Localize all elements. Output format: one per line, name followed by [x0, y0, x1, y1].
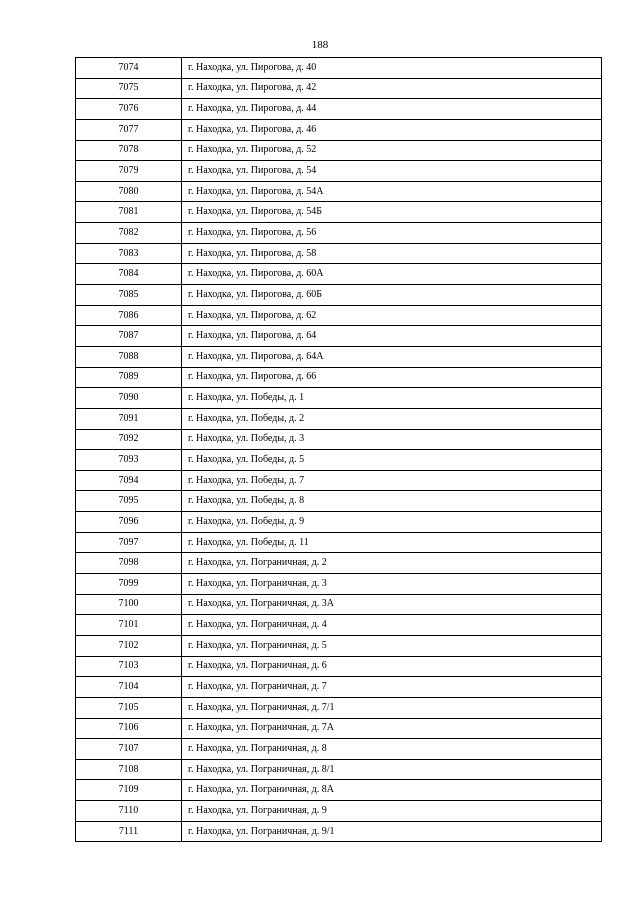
table-row [76, 346, 602, 367]
table-row [76, 491, 602, 512]
row-number-cell: 7077 [76, 119, 182, 140]
address-cell: г. Находка, ул. Пирогова, д. 62 [182, 305, 602, 326]
address-cell: г. Находка, ул. Пирогова, д. 64А [182, 346, 602, 367]
row-number-cell: 7093 [76, 450, 182, 471]
address-cell: г. Находка, ул. Пограничная, д. 7/1 [182, 697, 602, 718]
row-number-cell: 7097 [76, 532, 182, 553]
address-cell: г. Находка, ул. Пограничная, д. 8А [182, 780, 602, 801]
row-number-cell: 7088 [76, 346, 182, 367]
row-number-cell: 7101 [76, 615, 182, 636]
table-row [76, 181, 602, 202]
table-row [76, 697, 602, 718]
row-number-cell: 7094 [76, 470, 182, 491]
address-cell: г. Находка, ул. Пограничная, д. 3А [182, 594, 602, 615]
row-number-cell: 7083 [76, 243, 182, 264]
table-row [76, 718, 602, 739]
address-cell: г. Находка, ул. Пограничная, д. 9 [182, 801, 602, 822]
row-number-cell: 7110 [76, 801, 182, 822]
table-row [76, 119, 602, 140]
row-number-cell: 7091 [76, 408, 182, 429]
row-number-cell: 7103 [76, 656, 182, 677]
address-cell: г. Находка, ул. Пограничная, д. 5 [182, 635, 602, 656]
address-cell: г. Находка, ул. Пирогова, д. 64 [182, 326, 602, 347]
table-row [76, 367, 602, 388]
address-cell: г. Находка, ул. Пирогова, д. 60А [182, 264, 602, 285]
row-number-cell: 7074 [76, 58, 182, 79]
table-row [76, 574, 602, 595]
row-number-cell: 7076 [76, 99, 182, 120]
address-cell: г. Находка, ул. Победы, д. 5 [182, 450, 602, 471]
table-row [76, 594, 602, 615]
row-number-cell: 7107 [76, 739, 182, 760]
table-row [76, 58, 602, 79]
row-number-cell: 7106 [76, 718, 182, 739]
row-number-cell: 7102 [76, 635, 182, 656]
address-table-body [76, 58, 602, 842]
table-row [76, 450, 602, 471]
row-number-cell: 7075 [76, 78, 182, 99]
address-cell: г. Находка, ул. Победы, д. 9 [182, 512, 602, 533]
row-number-cell: 7104 [76, 677, 182, 698]
table-row [76, 305, 602, 326]
address-cell: г. Находка, ул. Пограничная, д. 2 [182, 553, 602, 574]
row-number-cell: 7080 [76, 181, 182, 202]
table-row [76, 470, 602, 491]
address-cell: г. Находка, ул. Пирогова, д. 46 [182, 119, 602, 140]
address-cell: г. Находка, ул. Пирогова, д. 52 [182, 140, 602, 161]
row-number-cell: 7099 [76, 574, 182, 595]
table-row [76, 739, 602, 760]
row-number-cell: 7092 [76, 429, 182, 450]
address-cell: г. Находка, ул. Пограничная, д. 7 [182, 677, 602, 698]
table-row [76, 285, 602, 306]
address-cell: г. Находка, ул. Пирогова, д. 56 [182, 223, 602, 244]
row-number-cell: 7084 [76, 264, 182, 285]
address-cell: г. Находка, ул. Пограничная, д. 8/1 [182, 759, 602, 780]
table-row [76, 140, 602, 161]
table-row [76, 99, 602, 120]
address-cell: г. Находка, ул. Пирогова, д. 66 [182, 367, 602, 388]
table-row [76, 161, 602, 182]
address-cell: г. Находка, ул. Пирогова, д. 40 [182, 58, 602, 79]
address-cell: г. Находка, ул. Пирогова, д. 42 [182, 78, 602, 99]
table-row [76, 780, 602, 801]
table-row [76, 326, 602, 347]
page-number: 188 [311, 39, 329, 51]
table-row [76, 408, 602, 429]
row-number-cell: 7078 [76, 140, 182, 161]
row-number-cell: 7111 [76, 821, 182, 842]
address-cell: г. Находка, ул. Пирогова, д. 44 [182, 99, 602, 120]
table-row [76, 615, 602, 636]
address-cell: г. Находка, ул. Победы, д. 3 [182, 429, 602, 450]
address-cell: г. Находка, ул. Пирогова, д. 54 [182, 161, 602, 182]
table-row [76, 388, 602, 409]
address-cell: г. Находка, ул. Пограничная, д. 3 [182, 574, 602, 595]
address-cell: г. Находка, ул. Пирогова, д. 54Б [182, 202, 602, 223]
table-row [76, 759, 602, 780]
table-row [76, 223, 602, 244]
address-table [75, 57, 602, 842]
table-row [76, 78, 602, 99]
table-row [76, 656, 602, 677]
table-row [76, 264, 602, 285]
address-cell: г. Находка, ул. Пирогова, д. 58 [182, 243, 602, 264]
address-cell: г. Находка, ул. Пограничная, д. 6 [182, 656, 602, 677]
row-number-cell: 7082 [76, 223, 182, 244]
address-cell: г. Находка, ул. Победы, д. 7 [182, 470, 602, 491]
address-cell: г. Находка, ул. Победы, д. 8 [182, 491, 602, 512]
address-cell: г. Находка, ул. Пограничная, д. 4 [182, 615, 602, 636]
table-row [76, 635, 602, 656]
row-number-cell: 7109 [76, 780, 182, 801]
table-row [76, 512, 602, 533]
address-cell: г. Находка, ул. Пирогова, д. 54А [182, 181, 602, 202]
table-row [76, 821, 602, 842]
address-cell: г. Находка, ул. Победы, д. 11 [182, 532, 602, 553]
row-number-cell: 7086 [76, 305, 182, 326]
table-row [76, 243, 602, 264]
row-number-cell: 7081 [76, 202, 182, 223]
table-row [76, 532, 602, 553]
address-cell: г. Находка, ул. Пирогова, д. 60Б [182, 285, 602, 306]
row-number-cell: 7105 [76, 697, 182, 718]
row-number-cell: 7098 [76, 553, 182, 574]
row-number-cell: 7085 [76, 285, 182, 306]
row-number-cell: 7090 [76, 388, 182, 409]
address-cell: г. Находка, ул. Пограничная, д. 9/1 [182, 821, 602, 842]
row-number-cell: 7108 [76, 759, 182, 780]
table-row [76, 429, 602, 450]
table-row [76, 202, 602, 223]
table-row [76, 677, 602, 698]
row-number-cell: 7095 [76, 491, 182, 512]
row-number-cell: 7096 [76, 512, 182, 533]
row-number-cell: 7087 [76, 326, 182, 347]
address-cell: г. Находка, ул. Пограничная, д. 7А [182, 718, 602, 739]
row-number-cell: 7089 [76, 367, 182, 388]
table-row [76, 553, 602, 574]
row-number-cell: 7100 [76, 594, 182, 615]
address-cell: г. Находка, ул. Победы, д. 1 [182, 388, 602, 409]
address-cell: г. Находка, ул. Пограничная, д. 8 [182, 739, 602, 760]
row-number-cell: 7079 [76, 161, 182, 182]
table-row [76, 801, 602, 822]
address-cell: г. Находка, ул. Победы, д. 2 [182, 408, 602, 429]
